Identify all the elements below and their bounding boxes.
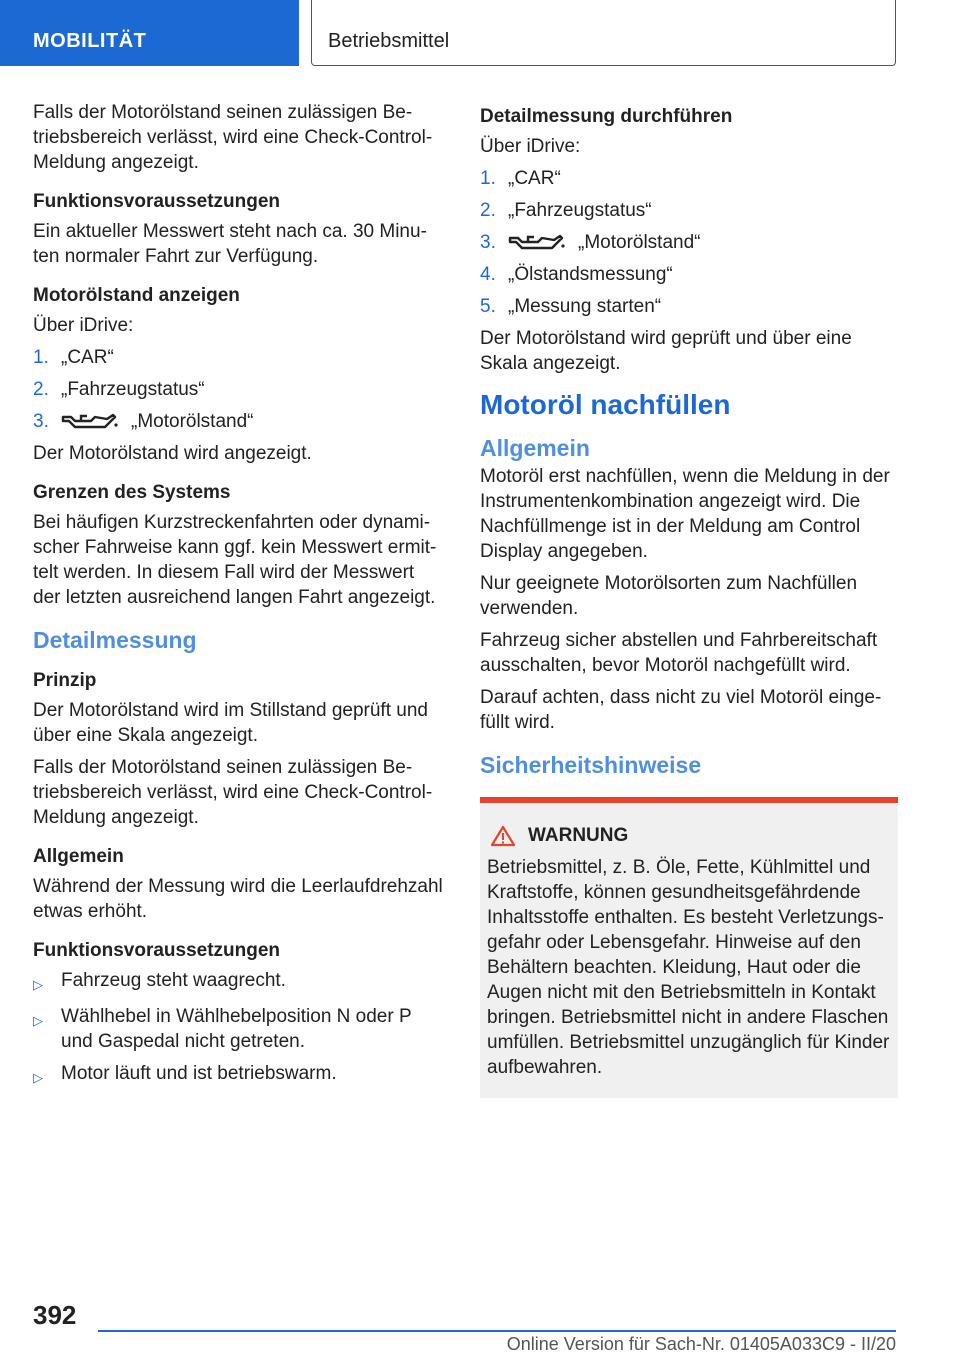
intro-paragraph: Falls der Motorölstand seinen zulässigen Betriebsbereich verlässt, wird eine Check-Control-Meldung angezeigt. [33, 102, 433, 173]
refill-paragraph-4: Darauf achten, dass nicht zu viel Motoröl eingefüllt wird. [480, 687, 882, 733]
refill-paragraph-1: Motoröl erst nachfüllen, wenn die Meldung in der Instrumentenkombination angezeigt wird. Die Nachfüllmenge ist in der Meldung am Control Display angegeben. [480, 466, 890, 562]
step-number: 2. [33, 379, 49, 400]
step-number: 2. [480, 200, 496, 221]
online-version-text: Online Version für Sach-Nr. 01405A033C9 - II/20 [506, 1334, 896, 1354]
general-text: Während der Messung wird die Leerlaufdrehzahl etwas erhöht. [33, 876, 443, 922]
list-item-text: Fahrzeug steht waagrecht. [61, 970, 286, 991]
step-number: 1. [33, 347, 49, 368]
list-item [33, 1061, 445, 1090]
list-item [33, 968, 445, 997]
step-text: „Motorölstand“ [131, 411, 254, 432]
idrive-label: Über iDrive: [480, 136, 581, 157]
refill-paragraph-3: Fahrzeug sicher abstellen und Fahrbereitschaft ausschalten, bevor Motoröl nachgefüllt wird. [480, 630, 878, 676]
list-item [480, 166, 898, 191]
list-item [33, 1004, 445, 1054]
oil-can-icon [61, 411, 119, 433]
system-limits-heading: Grenzen des Systems [33, 482, 231, 503]
show-steps-list [33, 345, 445, 434]
requirements-list [33, 968, 445, 1090]
step-text: „Fahrzeugstatus“ [508, 200, 652, 221]
triangle-bullet-icon: ▷ [33, 977, 43, 992]
step-text: „CAR“ [61, 347, 114, 368]
section-tab: MOBILITÄT [0, 0, 299, 66]
step-number: 4. [480, 264, 496, 285]
warning-label: WARNUNG [528, 825, 629, 846]
step-number: 1. [480, 168, 496, 189]
step-number: 3. [480, 232, 496, 253]
show-result-text: Der Motorölstand wird angezeigt. [33, 443, 312, 464]
list-item [480, 262, 898, 287]
refill-paragraph-2: Nur geeignete Motorölsorten zum Nachfüllen verwenden. [480, 573, 858, 619]
page-number: 392 [33, 1300, 77, 1330]
warning-text: Betriebsmittel, z. B. Öle, Fette, Kühlmittel und Kraftstoffe, können gesundheitsgefährdende Inhaltsstoffe enthalten. Es besteht Verletzungsgefahr oder Lebensgefahr. Hinweise auf den Behältern beachten. Kleidung, Haut oder die Augen nicht mit den Betriebsmitteln in Kontakt bringen. Betriebsmittel nicht in andere Flaschen umfüllen. Betriebsmittel unzugänglich für Kinder aufbewahren. [487, 857, 890, 1078]
list-item [480, 198, 898, 223]
page-header [0, 0, 960, 66]
right-column [480, 100, 898, 1098]
function-requirements-text: Ein aktueller Messwert steht nach ca. 30 Minuten normaler Fahrt zur Verfügung. [33, 221, 427, 267]
principle-text-2: Falls der Motorölstand seinen zulässigen Betriebsbereich verlässt, wird eine Check-Control-Meldung angezeigt. [33, 757, 433, 828]
list-item [33, 377, 445, 402]
function-requirements-2-heading: Funktionsvoraussetzungen [33, 940, 281, 961]
general-heading: Allgemein [33, 846, 124, 867]
oil-can-icon [508, 232, 566, 254]
list-item [33, 345, 445, 370]
triangle-bullet-icon: ▷ [33, 1070, 43, 1085]
system-limits-text: Bei häufigen Kurzstreckenfahrten oder dynamischer Fahrweise kann ggf. kein Messwert ermittelt werden. In diesem Fall wird der Messwert der letzten ausreichend langen Fahrt angezeigt. [33, 512, 437, 608]
safety-notes-heading: Sicherheitshinweise [480, 752, 702, 778]
list-item [480, 230, 898, 255]
refill-general-heading: Allgemein [480, 435, 590, 461]
left-column [33, 100, 445, 1097]
function-requirements-heading: Funktionsvoraussetzungen [33, 191, 281, 212]
step-number: 5. [480, 296, 496, 317]
step-text: „Messung starten“ [508, 296, 662, 317]
detail-steps-list [480, 166, 898, 319]
principle-heading: Prinzip [33, 670, 97, 691]
list-item-text: Wählhebel in Wählhebelposition N oder P und Gaspedal nicht getreten. [61, 1006, 412, 1052]
detail-measurement-do-heading: Detailmessung durchführen [480, 106, 733, 127]
detail-measurement-heading: Detailmessung [33, 627, 197, 653]
list-item [33, 409, 445, 434]
list-item [480, 294, 898, 319]
triangle-bullet-icon: ▷ [33, 1013, 43, 1028]
step-number: 3. [33, 411, 49, 432]
warning-header [487, 825, 890, 847]
chapter-title: Betriebsmittel [311, 0, 896, 66]
step-text: „CAR“ [508, 168, 561, 189]
step-text: „Motorölstand“ [578, 232, 701, 253]
step-text: „Fahrzeugstatus“ [61, 379, 205, 400]
detail-result-text: Der Motorölstand wird geprüft und über eine Skala angezeigt. [480, 328, 852, 374]
principle-text-1: Der Motorölstand wird im Stillstand geprüft und über eine Skala angezeigt. [33, 700, 428, 746]
step-text: „Ölstandsmessung“ [508, 264, 673, 285]
footer-divider [98, 1330, 896, 1332]
show-oil-level-heading: Motorölstand anzeigen [33, 285, 240, 306]
idrive-label: Über iDrive: [33, 315, 134, 336]
list-item-text: Motor läuft und ist betriebswarm. [61, 1063, 337, 1084]
refill-oil-heading: Motoröl nachfüllen [480, 389, 731, 420]
warning-triangle-icon [490, 825, 516, 847]
warning-box [480, 797, 898, 1098]
